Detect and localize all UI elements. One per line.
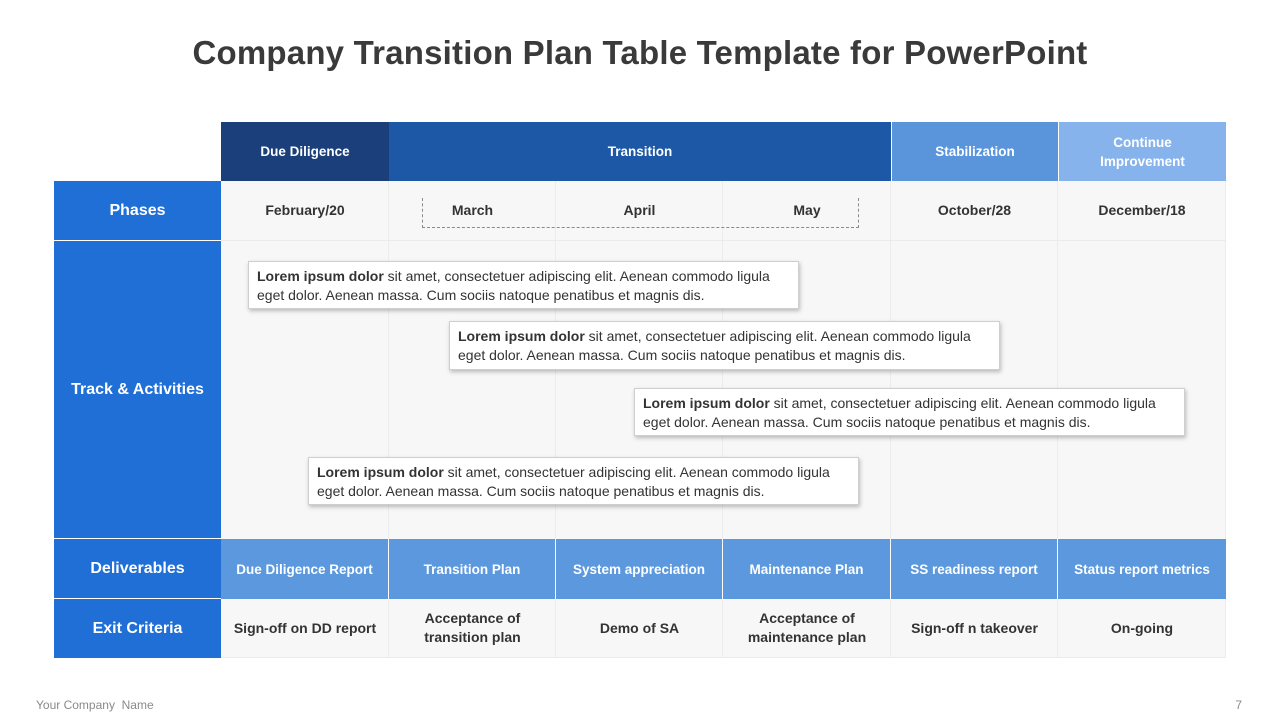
activity-note-text: sit amet, consectetuer adipiscing elit. Aenean commodo ligula eget dolor. Aenean massa. Cum sociis natoque penatibus et magnis dis. (257, 268, 770, 303)
gridline-exit-bottom (221, 657, 1226, 658)
activity-note-text: sit amet, consectetuer adipiscing elit. Aenean commodo ligula eget dolor. Aenean massa. Cum sociis natoque penatibus et magnis dis. (458, 328, 971, 363)
deliverable-cell: Due Diligence Report (221, 539, 389, 599)
row-label-phases: Phases (54, 181, 221, 241)
exit-criteria-cell: Acceptance of transition plan (424, 610, 521, 645)
gridline-phases-bottom (221, 240, 1226, 241)
activity-note-3 (634, 388, 1185, 436)
exit-criteria-cell: Demo of SA (599, 619, 680, 636)
slide-title: Company Transition Plan Table Template for PowerPoint (192, 34, 1088, 71)
exit-criteria-cell: Sign-off on DD report (233, 619, 377, 636)
activity-note-2 (449, 321, 1000, 370)
activity-note-4 (308, 457, 859, 505)
activity-note-bold: Lorem ipsum dolor (458, 328, 585, 344)
header-transition: Transition (389, 122, 891, 181)
page-number: 7 (1235, 698, 1242, 712)
phase-cell: March (451, 202, 494, 218)
deliverable-cell: System appreciation (556, 539, 723, 599)
phase-cell: February/20 (265, 202, 345, 218)
activity-note-bold: Lorem ipsum dolor (257, 268, 384, 284)
activity-note-1 (248, 261, 799, 309)
deliverable-cell: Transition Plan (389, 539, 556, 599)
deliverable-cell: Status report metrics (1058, 539, 1226, 599)
phase-cell: December/18 (1098, 202, 1186, 218)
deliverable-cell: Maintenance Plan (723, 539, 891, 599)
exit-criteria-cell: Acceptance of maintenance plan (747, 610, 867, 645)
activity-note-text: sit amet, consectetuer adipiscing elit. Aenean commodo ligula eget dolor. Aenean massa. Cum sociis natoque penatibus et magnis dis. (643, 395, 1156, 430)
deliverable-cell: SS readiness report (891, 539, 1058, 599)
header-stabilization: Stabilization (891, 122, 1058, 181)
row-label-deliverables: Deliverables (54, 539, 221, 599)
phase-cell: October/28 (937, 202, 1012, 218)
footer-company-name: Your Company Name (36, 698, 154, 712)
phase-cell: May (793, 202, 821, 218)
activity-note-bold: Lorem ipsum dolor (643, 395, 770, 411)
exit-criteria-cell: Sign-off n takeover (911, 619, 1038, 636)
header-due-diligence: Due Diligence (221, 122, 389, 181)
activity-note-text: sit amet, consectetuer adipiscing elit. Aenean commodo ligula eget dolor. Aenean massa. Cum sociis natoque penatibus et magnis dis. (317, 464, 830, 499)
row-label-track-activities: Track & Activities (54, 241, 221, 539)
phase-cell: April (623, 202, 656, 218)
row-label-exit-criteria: Exit Criteria (54, 599, 221, 658)
header-continue-improvement: Continue Improvement (1058, 122, 1226, 181)
activity-note-bold: Lorem ipsum dolor (317, 464, 444, 480)
exit-criteria-cell: On-going (1110, 619, 1174, 636)
